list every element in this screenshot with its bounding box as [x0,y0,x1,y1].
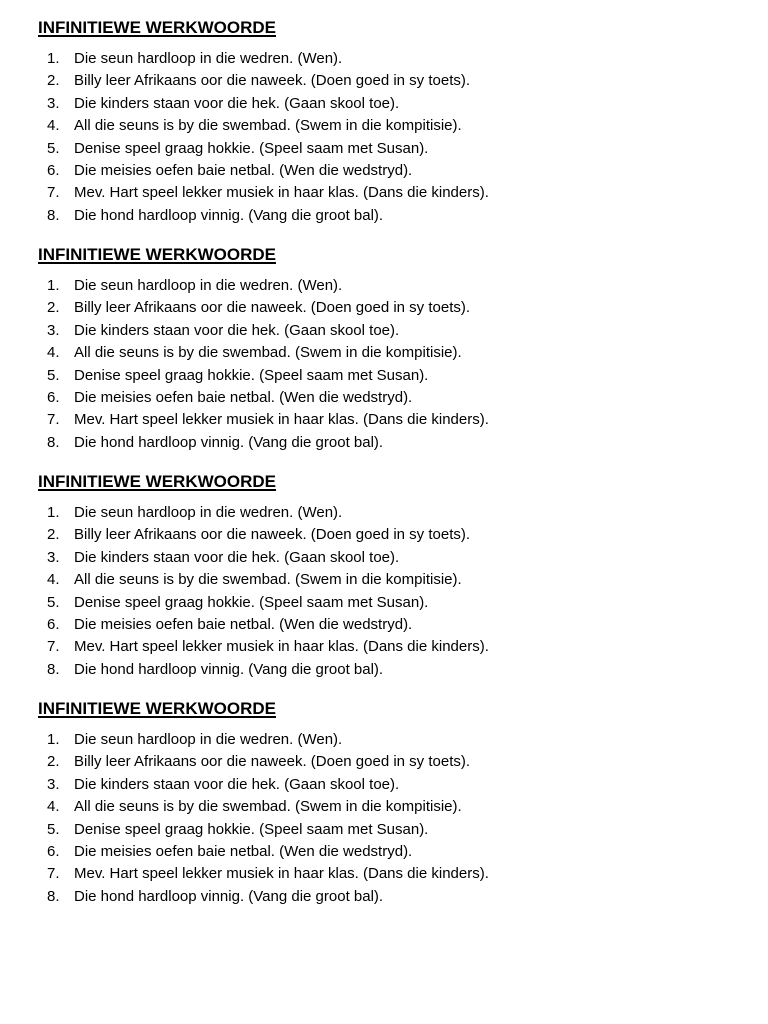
sentence-list [38,729,738,908]
item-number: 7. [47,411,60,429]
item-text: All die seuns is by die swembad. (Swem in die kompitisie). [74,798,462,816]
item-number: 1. [47,50,60,67]
item-text: Mev. Hart speel lekker musiek in haar klas. (Dans die kinders). [74,184,489,202]
item-text: All die seuns is by die swembad. (Swem in die kompitisie). [74,117,462,135]
item-text: Billy leer Afrikaans oor die naweek. (Doen goed in sy toets). [74,299,471,317]
item-number: 6. [47,388,60,406]
item-number: 7. [47,638,60,656]
list-item [38,205,738,227]
item-number: 5. [47,366,60,384]
item-number: 4. [47,117,60,135]
item-text: Die meisies oefen baie netbal. (Wen die wedstryd). [74,388,413,406]
item-number: 4. [47,344,60,362]
item-number: 3. [47,775,60,793]
list-item [38,432,738,454]
list-item [38,365,738,387]
worksheet-section [38,17,738,227]
item-text: Die kinders staan voor die hek. (Gaan skool toe). [74,321,400,339]
item-text: Denise speel graag hokkie. (Speel saam met Susan). [74,820,429,838]
list-item [38,592,738,614]
list-item [38,115,738,137]
item-number: 1. [47,277,60,294]
item-number: 7. [47,184,60,202]
item-text: Billy leer Afrikaans oor die naweek. (Doen goed in sy toets). [74,753,471,771]
item-text: Die hond hardloop vinnig. (Vang die groot bal). [74,433,384,451]
item-number: 6. [47,615,60,633]
item-number: 2. [47,299,60,317]
item-number: 1. [47,731,60,748]
list-item [38,547,738,569]
item-text: Die meisies oefen baie netbal. (Wen die wedstryd). [74,161,413,179]
item-number: 3. [47,548,60,566]
section-heading: INFINITIEWE WERKWOORDE [38,18,276,37]
item-text: All die seuns is by die swembad. (Swem in die kompitisie). [74,571,462,589]
list-item [38,614,738,636]
list-item [38,796,738,818]
item-text: Denise speel graag hokkie. (Speel saam met Susan). [74,593,429,611]
item-text: Die seun hardloop in die wedren. (Wen). [74,277,343,294]
list-item [38,751,738,773]
list-item [38,659,738,681]
item-text: Mev. Hart speel lekker musiek in haar klas. (Dans die kinders). [74,638,489,656]
item-number: 1. [47,504,60,521]
item-text: Die kinders staan voor die hek. (Gaan skool toe). [74,548,400,566]
item-number: 8. [47,206,60,224]
list-item [38,297,738,319]
item-number: 6. [47,842,60,860]
list-item [38,93,738,115]
list-item [38,636,738,658]
list-item [38,841,738,863]
list-item [38,48,738,70]
list-item [38,524,738,546]
item-number: 6. [47,161,60,179]
list-item [38,502,738,524]
item-number: 7. [47,865,60,883]
item-text: Die hond hardloop vinnig. (Vang die groot bal). [74,660,384,678]
section-heading: INFINITIEWE WERKWOORDE [38,245,276,264]
item-number: 2. [47,753,60,771]
list-item [38,70,738,92]
item-number: 8. [47,887,60,905]
list-item [38,729,738,751]
sentence-list [38,502,738,681]
item-number: 5. [47,820,60,838]
item-text: Die seun hardloop in die wedren. (Wen). [74,504,343,521]
list-item [38,409,738,431]
item-text: Billy leer Afrikaans oor die naweek. (Doen goed in sy toets). [74,72,471,90]
sentence-list [38,275,738,454]
item-text: Denise speel graag hokkie. (Speel saam met Susan). [74,366,429,384]
list-item [38,863,738,885]
item-number: 4. [47,571,60,589]
item-number: 3. [47,94,60,112]
worksheet-section [38,698,738,908]
item-number: 2. [47,526,60,544]
item-text: Die hond hardloop vinnig. (Vang die groot bal). [74,206,384,224]
item-text: Die seun hardloop in die wedren. (Wen). [74,731,343,748]
item-text: Die seun hardloop in die wedren. (Wen). [74,50,343,67]
list-item [38,569,738,591]
item-number: 5. [47,593,60,611]
item-text: Die hond hardloop vinnig. (Vang die groot bal). [74,887,384,905]
list-item [38,342,738,364]
item-text: Die meisies oefen baie netbal. (Wen die wedstryd). [74,842,413,860]
item-text: Mev. Hart speel lekker musiek in haar klas. (Dans die kinders). [74,411,489,429]
item-text: Billy leer Afrikaans oor die naweek. (Doen goed in sy toets). [74,526,471,544]
list-item [38,138,738,160]
list-item [38,160,738,182]
item-number: 8. [47,660,60,678]
list-item [38,819,738,841]
list-item [38,774,738,796]
list-item [38,182,738,204]
item-text: Die meisies oefen baie netbal. (Wen die wedstryd). [74,615,413,633]
item-number: 2. [47,72,60,90]
item-text: Mev. Hart speel lekker musiek in haar klas. (Dans die kinders). [74,865,489,883]
list-item [38,275,738,297]
list-item [38,320,738,342]
worksheet-section [38,244,738,454]
list-item [38,387,738,409]
section-heading: INFINITIEWE WERKWOORDE [38,472,276,491]
sentence-list [38,48,738,227]
list-item [38,886,738,908]
item-number: 8. [47,433,60,451]
item-text: Die kinders staan voor die hek. (Gaan skool toe). [74,94,400,112]
item-number: 3. [47,321,60,339]
item-number: 5. [47,139,60,157]
item-text: Die kinders staan voor die hek. (Gaan skool toe). [74,775,400,793]
item-number: 4. [47,798,60,816]
item-text: All die seuns is by die swembad. (Swem in die kompitisie). [74,344,462,362]
section-heading: INFINITIEWE WERKWOORDE [38,699,276,718]
item-text: Denise speel graag hokkie. (Speel saam met Susan). [74,139,429,157]
worksheet-section [38,471,738,681]
